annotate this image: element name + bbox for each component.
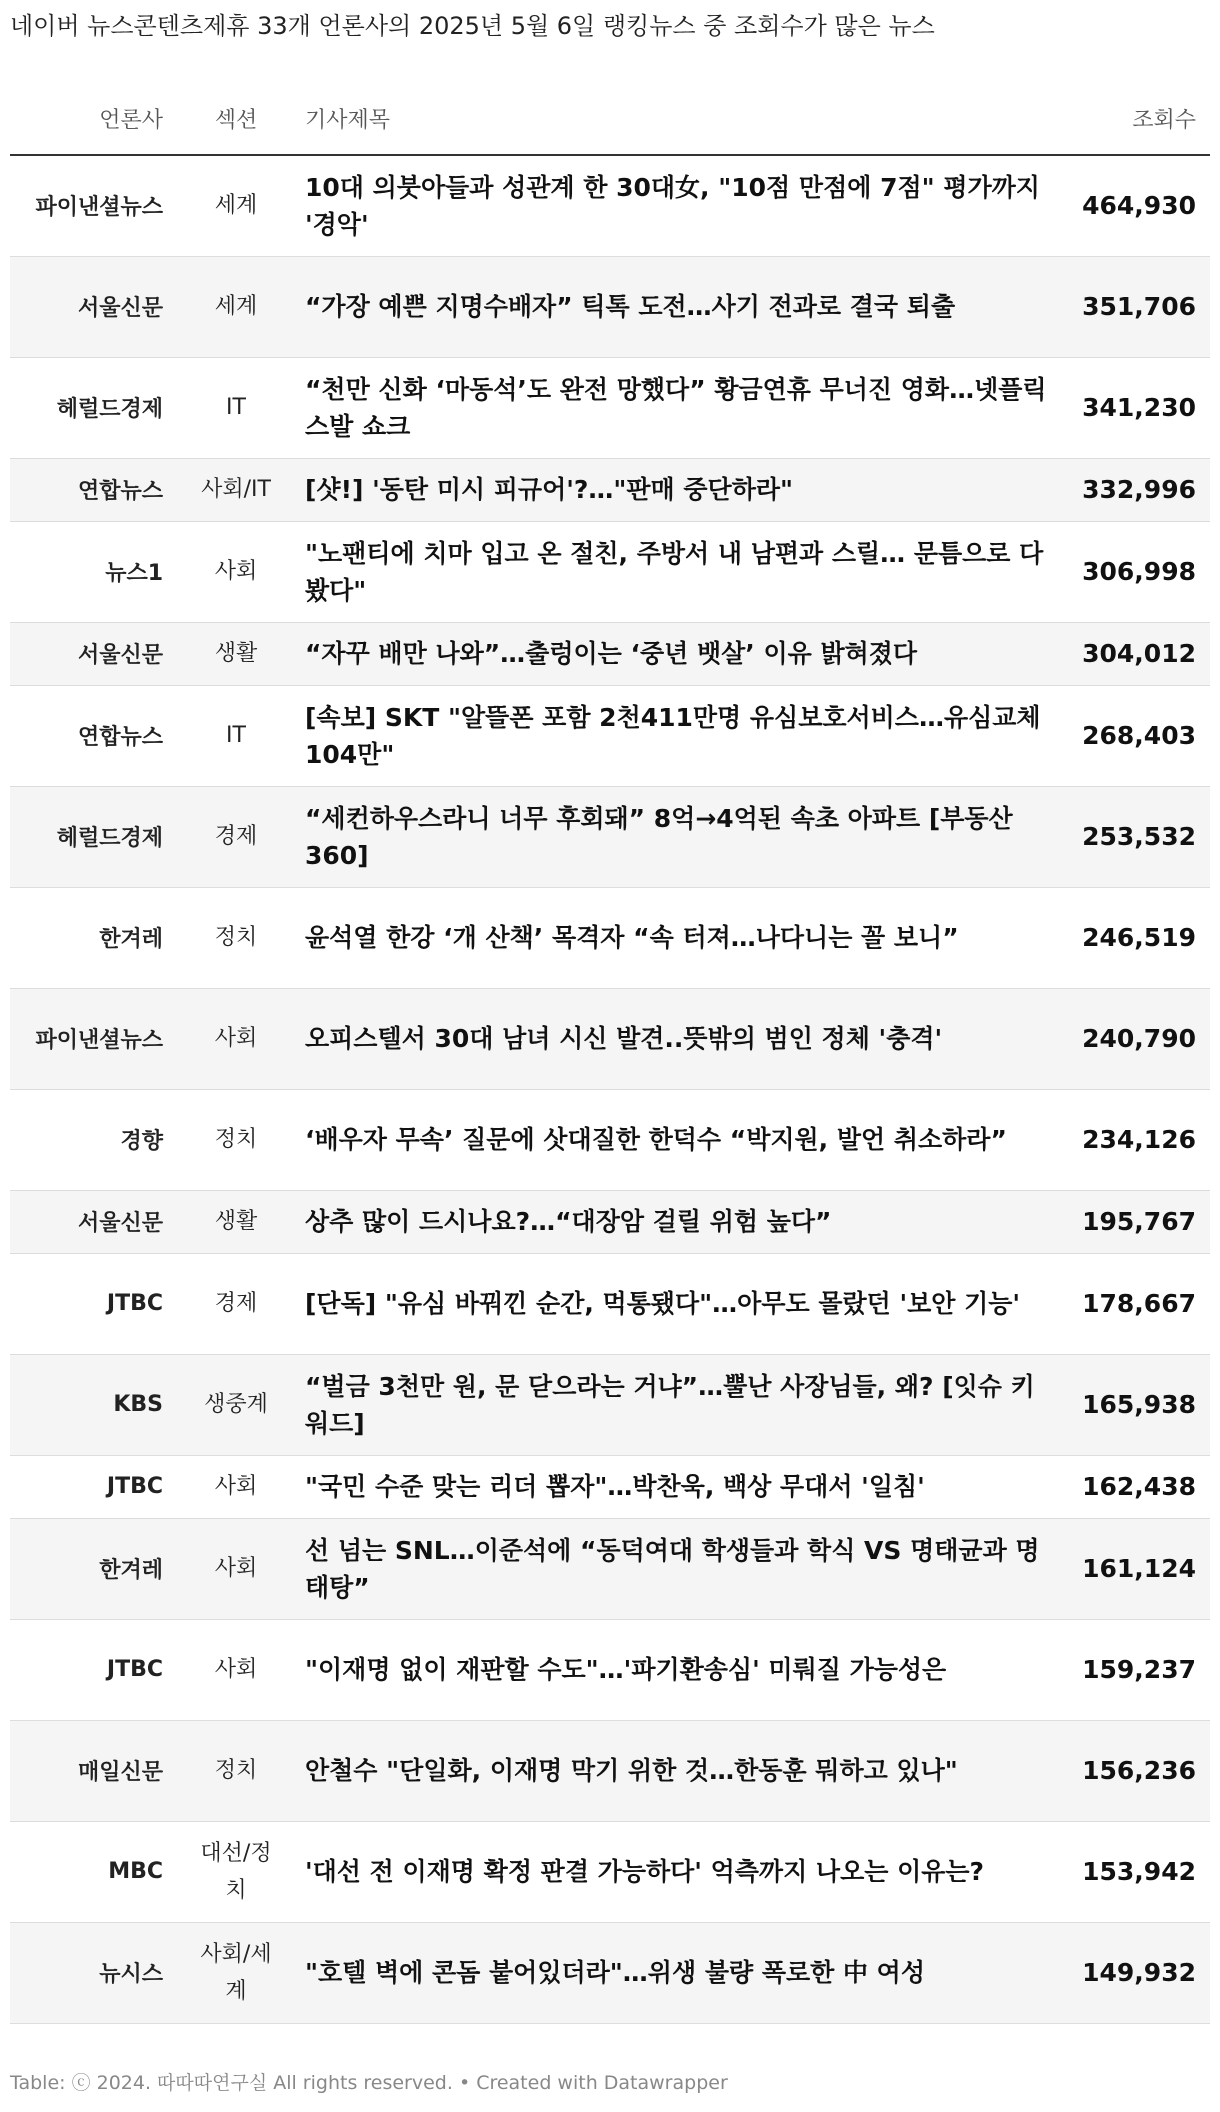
- cell-headline: [샷!] '동탄 미시 피규어'?…"판매 중단하라": [305, 475, 794, 504]
- ranking-table: [10, 88, 1210, 2024]
- cell-publisher: 연합뉴스: [77, 479, 163, 504]
- column-header-publisher[interactable]: 언론사: [10, 88, 177, 155]
- table-row: [10, 155, 1210, 256]
- cell-views: 161,124: [1082, 1554, 1196, 1583]
- cell-publisher: JTBC: [106, 1657, 163, 1682]
- cell-section: 생활: [214, 1209, 258, 1234]
- cell-section: 세계: [214, 193, 258, 219]
- cell-section: 사회: [214, 1026, 258, 1051]
- table-row: [10, 1190, 1210, 1253]
- table-row: [10, 1455, 1210, 1518]
- cell-publisher: 파이낸셜뉴스: [35, 195, 163, 221]
- cell-views: 246,519: [1082, 923, 1196, 952]
- table-row: [10, 458, 1210, 521]
- cell-publisher: 한겨레: [99, 1558, 163, 1583]
- cell-section: 경제: [214, 824, 258, 849]
- cell-publisher: 연합뉴스: [77, 725, 163, 750]
- table-header-row: [10, 88, 1210, 155]
- table-row: [10, 622, 1210, 685]
- table-row: [10, 521, 1210, 622]
- table-row: [10, 685, 1210, 786]
- cell-views: 341,230: [1082, 393, 1196, 422]
- cell-views: 195,767: [1082, 1207, 1196, 1236]
- cell-publisher: KBS: [113, 1392, 163, 1417]
- cell-views: 149,932: [1082, 1958, 1196, 1987]
- cell-section: 사회: [214, 559, 258, 584]
- cell-headline: "이재명 없이 재판할 수도"…'파기환송심' 미뤄질 가능성은: [305, 1655, 947, 1684]
- table-row: [10, 988, 1210, 1089]
- cell-publisher: 뉴시스: [99, 1962, 163, 1987]
- table-row: [10, 1089, 1210, 1190]
- column-header-headline[interactable]: 기사제목: [295, 88, 1063, 155]
- cell-publisher: 서울신문: [77, 643, 163, 668]
- cell-publisher: 헤럴드경제: [56, 397, 163, 422]
- cell-views: 464,930: [1082, 191, 1196, 221]
- cell-section: IT: [226, 395, 246, 420]
- cell-section: 대선/정치: [200, 1840, 272, 1903]
- cell-headline: "노팬티에 치마 입고 온 절친, 주방서 내 남편과 스릴… 문틈으로 다 봤다": [305, 538, 1044, 605]
- cell-views: 159,237: [1082, 1655, 1196, 1684]
- cell-views: 253,532: [1082, 822, 1196, 851]
- cell-publisher: 한겨레: [99, 927, 163, 952]
- cell-headline: “천만 신화 ‘마동석’도 완전 망했다” 황금연휴 무너진 영화…넷플릭스발 쇼크: [305, 374, 1047, 441]
- cell-headline: '대선 전 이재명 확정 판결 가능하다' 억측까지 나오는 이유는?: [305, 1857, 985, 1886]
- cell-headline: “벌금 3천만 원, 문 닫으라는 거냐”…뿔난 사장님들, 왜? [잇슈 키워드]: [305, 1371, 1035, 1438]
- page-title: 네이버 뉴스콘텐츠제휴 33개 언론사의 2025년 5월 6일 랭킹뉴스 중 조회수가 많은 뉴스: [10, 12, 935, 40]
- cell-section: 사회/세계: [200, 1941, 272, 2004]
- cell-publisher: 경향: [120, 1129, 163, 1154]
- cell-headline: ‘배우자 무속’ 질문에 삿대질한 한덕수 “박지원, 발언 취소하라”: [305, 1125, 1007, 1154]
- table-row: [10, 1253, 1210, 1354]
- table-row: [10, 1821, 1210, 1922]
- column-header-section[interactable]: 섹션: [177, 88, 295, 155]
- cell-publisher: JTBC: [106, 1291, 163, 1316]
- cell-headline: "국민 수준 맞는 리더 뽑자"…박찬욱, 백상 무대서 '일침': [305, 1472, 925, 1501]
- cell-section: 생중계: [204, 1392, 268, 1417]
- table-row: [10, 786, 1210, 887]
- cell-section: IT: [226, 723, 246, 748]
- cell-publisher: 뉴스1: [105, 561, 163, 586]
- cell-section: 사회: [214, 1556, 258, 1581]
- cell-views: 240,790: [1082, 1024, 1196, 1053]
- cell-section: 생활: [214, 641, 258, 666]
- cell-headline: [단독] "유심 바꿔낀 순간, 먹통됐다"…아무도 몰랐던 '보안 기능': [305, 1289, 1021, 1318]
- table-footer: Table: ⓒ 2024. 따따따연구실 All rights reserved. • Created with Datawrapper: [10, 2072, 728, 2094]
- cell-headline: "호텔 벽에 콘돔 붙어있더라"…위생 불량 폭로한 中 여성: [305, 1958, 925, 1987]
- cell-publisher: 헤럴드경제: [56, 826, 163, 851]
- cell-section: 정치: [214, 1758, 258, 1783]
- table-row: [10, 887, 1210, 988]
- cell-headline: 상추 많이 드시나요?…“대장암 걸릴 위험 높다”: [305, 1207, 832, 1236]
- cell-headline: “자꾸 배만 나와”…출렁이는 ‘중년 뱃살’ 이유 밝혀졌다: [305, 639, 918, 668]
- cell-section: 세계: [214, 294, 258, 319]
- table-row: [10, 1619, 1210, 1720]
- table-row: [10, 256, 1210, 357]
- cell-views: 178,667: [1082, 1289, 1196, 1318]
- cell-headline: “세컨하우스라니 너무 후회돼” 8억→4억된 속초 아파트 [부동산360]: [305, 803, 1013, 870]
- cell-headline: “가장 예쁜 지명수배자” 틱톡 도전…사기 전과로 결국 퇴출: [305, 292, 956, 321]
- column-header-views[interactable]: 조회수: [1063, 88, 1210, 155]
- cell-publisher: JTBC: [106, 1474, 163, 1499]
- cell-publisher: 서울신문: [77, 296, 163, 321]
- cell-views: 165,938: [1082, 1390, 1196, 1419]
- cell-section: 정치: [214, 1127, 258, 1152]
- cell-publisher: 서울신문: [77, 1211, 163, 1236]
- cell-views: 268,403: [1082, 721, 1196, 750]
- cell-publisher: MBC: [108, 1859, 163, 1884]
- cell-publisher: 매일신문: [77, 1760, 163, 1785]
- cell-views: 351,706: [1082, 292, 1196, 321]
- cell-headline: 선 넘는 SNL…이준석에 “동덕여대 학생들과 학식 VS 명태균과 명태탕”: [305, 1535, 1040, 1602]
- cell-headline: 10대 의붓아들과 성관계 한 30대女, "10점 만점에 7점" 평가까지 '경악': [305, 172, 1040, 239]
- table-row: [10, 1720, 1210, 1821]
- cell-views: 306,998: [1082, 557, 1196, 586]
- cell-section: 정치: [214, 925, 258, 950]
- cell-section: 사회: [214, 1474, 258, 1499]
- cell-headline: 오피스텔서 30대 남녀 시신 발견..뜻밖의 범인 정체 '충격': [305, 1024, 943, 1053]
- cell-section: 경제: [214, 1291, 258, 1316]
- table-row: [10, 1922, 1210, 2023]
- table-row: [10, 1354, 1210, 1455]
- cell-headline: 안철수 "단일화, 이재명 막기 위한 것…한동훈 뭐하고 있나": [305, 1756, 958, 1785]
- cell-views: 162,438: [1082, 1472, 1196, 1501]
- cell-views: 234,126: [1082, 1125, 1196, 1154]
- table-row: [10, 357, 1210, 458]
- cell-views: 332,996: [1082, 475, 1196, 504]
- cell-views: 304,012: [1082, 639, 1196, 668]
- cell-section: 사회/IT: [201, 477, 271, 502]
- cell-headline: 윤석열 한강 ‘개 산책’ 목격자 “속 터져…나다니는 꼴 보니”: [305, 923, 959, 952]
- cell-views: 156,236: [1082, 1756, 1196, 1785]
- cell-views: 153,942: [1082, 1857, 1196, 1886]
- cell-section: 사회: [214, 1657, 258, 1682]
- table-row: [10, 1518, 1210, 1619]
- cell-publisher: 파이낸셜뉴스: [35, 1028, 163, 1053]
- cell-headline: [속보] SKT "알뜰폰 포함 2천411만명 유심보호서비스…유심교체 104만": [305, 702, 1041, 769]
